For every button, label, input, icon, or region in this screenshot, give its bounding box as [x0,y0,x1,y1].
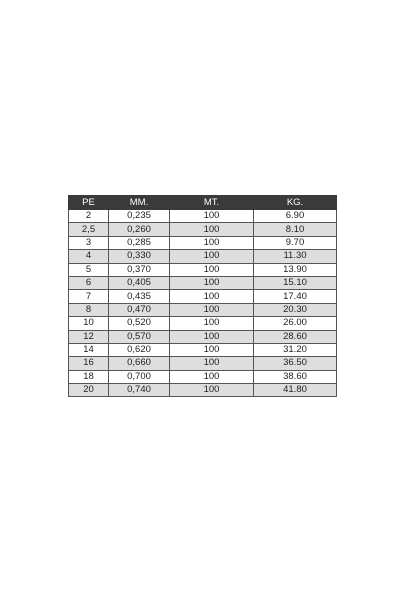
table-row [69,384,337,397]
header-pe: PE [69,196,109,210]
kg-cell: 28.60 [254,330,337,343]
mm-cell: 0,570 [109,330,170,343]
kg-cell: 38.60 [254,370,337,383]
pe-cell: 6 [69,276,109,289]
pe-cell: 7 [69,290,109,303]
table-row [69,303,337,316]
pe-cell: 14 [69,343,109,356]
mt-cell: 100 [170,370,254,383]
header-row [69,196,337,210]
kg-cell: 15.10 [254,276,337,289]
table-row [69,236,337,249]
mt-cell: 100 [170,384,254,397]
line-spec-table [68,195,337,397]
table-row [69,263,337,276]
mt-cell: 100 [170,223,254,236]
mt-cell: 100 [170,290,254,303]
mm-cell: 0,285 [109,236,170,249]
pe-cell: 16 [69,357,109,370]
table-row [69,276,337,289]
header-mm: MM. [109,196,170,210]
mt-cell: 100 [170,236,254,249]
header-kg: KG. [254,196,337,210]
mt-cell: 100 [170,210,254,223]
header-mt: MT. [170,196,254,210]
pe-cell: 5 [69,263,109,276]
pe-cell: 2 [69,210,109,223]
mm-cell: 0,235 [109,210,170,223]
pe-cell: 3 [69,236,109,249]
pe-cell: 20 [69,384,109,397]
kg-cell: 36.50 [254,357,337,370]
mm-cell: 0,370 [109,263,170,276]
mm-cell: 0,740 [109,384,170,397]
kg-cell: 6.90 [254,210,337,223]
kg-cell: 41.80 [254,384,337,397]
mt-cell: 100 [170,263,254,276]
kg-cell: 8.10 [254,223,337,236]
pe-cell: 2,5 [69,223,109,236]
table-row [69,370,337,383]
mm-cell: 0,470 [109,303,170,316]
table-row [69,290,337,303]
mt-cell: 100 [170,357,254,370]
table-row [69,317,337,330]
pe-cell: 10 [69,317,109,330]
kg-cell: 20.30 [254,303,337,316]
table-row [69,343,337,356]
kg-cell: 26.00 [254,317,337,330]
table-header [69,196,337,210]
mm-cell: 0,330 [109,250,170,263]
kg-cell: 9.70 [254,236,337,249]
kg-cell: 13.90 [254,263,337,276]
pe-cell: 12 [69,330,109,343]
table-row [69,210,337,223]
pe-cell: 4 [69,250,109,263]
pe-cell: 18 [69,370,109,383]
mt-cell: 100 [170,250,254,263]
mt-cell: 100 [170,330,254,343]
mm-cell: 0,260 [109,223,170,236]
mm-cell: 0,520 [109,317,170,330]
mm-cell: 0,620 [109,343,170,356]
mm-cell: 0,435 [109,290,170,303]
kg-cell: 17.40 [254,290,337,303]
mm-cell: 0,700 [109,370,170,383]
mt-cell: 100 [170,343,254,356]
mt-cell: 100 [170,276,254,289]
mm-cell: 0,405 [109,276,170,289]
table-row [69,330,337,343]
kg-cell: 11.30 [254,250,337,263]
mt-cell: 100 [170,317,254,330]
table-row [69,250,337,263]
pe-cell: 8 [69,303,109,316]
mt-cell: 100 [170,303,254,316]
mm-cell: 0,660 [109,357,170,370]
kg-cell: 31.20 [254,343,337,356]
table-body [69,210,337,397]
table-row [69,357,337,370]
table-row [69,223,337,236]
